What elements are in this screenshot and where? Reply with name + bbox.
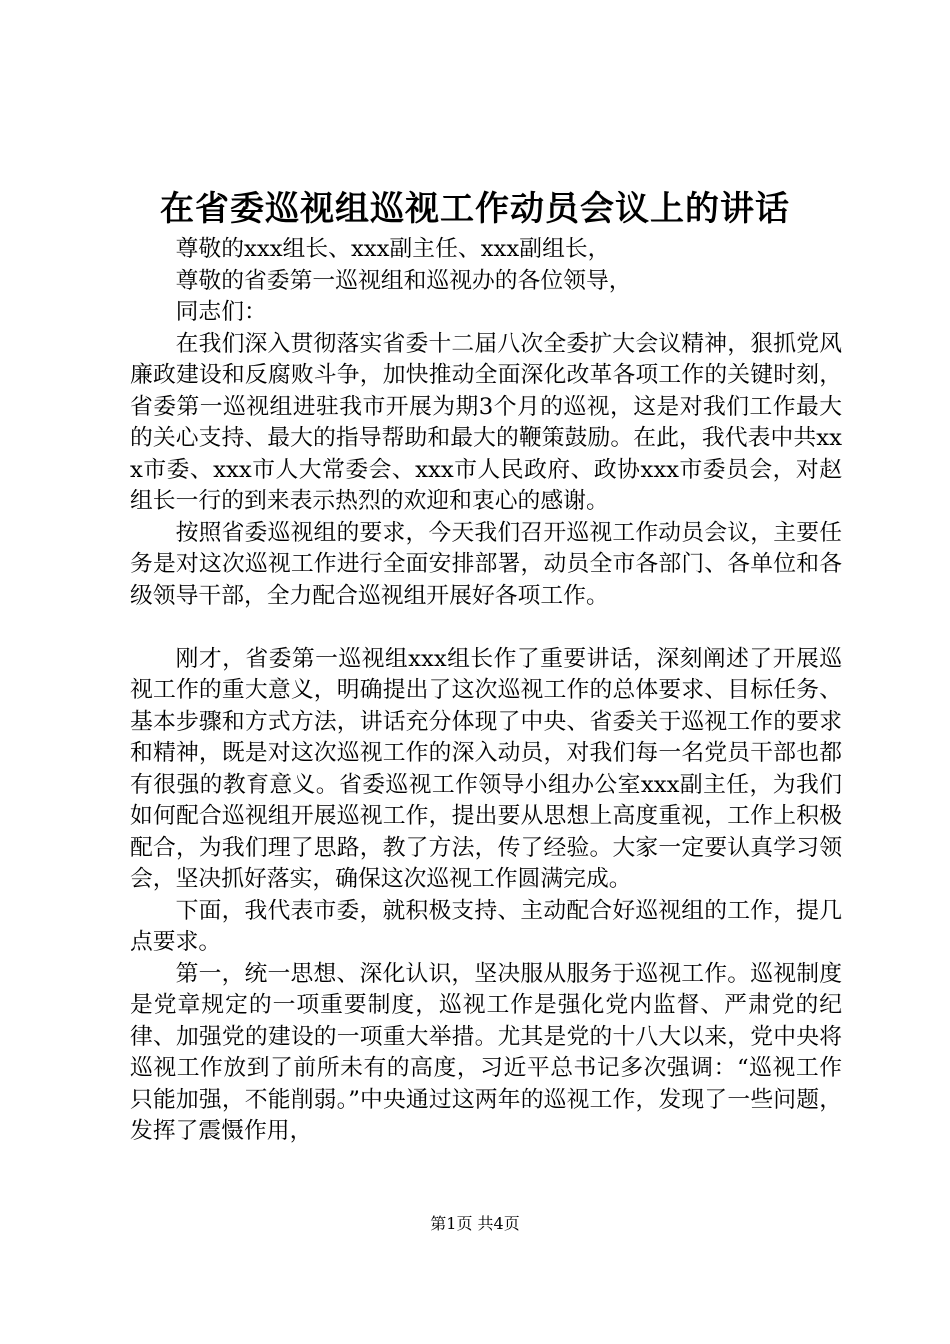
salutation-line-3: 同志们： xyxy=(175,299,267,325)
body-paragraph: 下面，我代表市委，就积极支持、主动配合好巡视组的工作，提几点要求。 xyxy=(130,897,842,955)
page-number: 第1页 共4页 xyxy=(430,1214,520,1233)
document-title: 在省委巡视组巡视工作动员会议上的讲话 xyxy=(160,189,790,229)
body-paragraph: 按照省委巡视组的要求，今天我们召开巡视工作动员会议，主要任务是对这次巡视工作进行全面安排部署，动员全市各部门、各单位和各级领导干部，全力配合巡视组开展好各项工作。 xyxy=(130,519,842,609)
paragraph-spacer xyxy=(130,612,842,644)
salutation-line-2: 尊敬的省委第一巡视组和巡视办的各位领导， xyxy=(175,267,632,294)
salutation-line-1: 尊敬的xxx组长、xxx副主任、xxx副组长， xyxy=(175,236,611,262)
body-paragraph: 刚才，省委第一巡视组xxx组长作了重要讲话，深刻阐述了开展巡视工作的重大意义，明确提出了这次巡视工作的总体要求、目标任务、基本步骤和方式方法，讲话充分体现了中央、省委关于巡视工作的要求和精神，既是对这次巡视工作的深入动员，对我们每一名党员干部也都有很强的教育意义。省委巡视工作领导小组办公室xxx副主任，为我们如何配合巡视组开展巡视工作，提出要从思想上高度重视，工作上积极配合，为我们理了思路，教了方法，传了经验。大家一定要认真学习领会，坚决抓好落实，确保这次巡视工作圆满完成。 xyxy=(130,645,842,892)
document-body xyxy=(130,234,842,1148)
body-paragraph: 在我们深入贯彻落实省委十二届八次全委扩大会议精神，狠抓党风廉政建设和反腐败斗争，加快推动全面深化改革各项工作的关键时刻，省委第一巡视组进驻我市开展为期3个月的巡视，这是对我们工作最大的关心支持、最大的指导帮助和最大的鞭策鼓励。在此，我代表中共xxx市委、xxx市人大常委会、xxx市人民政府、政协xxx市委员会，对赵组长一行的到来表示热烈的欢迎和衷心的感谢。 xyxy=(130,330,842,514)
body-paragraph: 第一，统一思想、深化认识，坚决服从服务于巡视工作。巡视制度是党章规定的一项重要制度，巡视工作是强化党内监督、严肃党的纪律、加强党的建设的一项重大举措。尤其是党的十八大以来，党中央将巡视工作放到了前所未有的高度，习近平总书记多次强调：“巡视工作只能加强，不能削弱。”中央通过这两年的巡视工作，发现了一些问题，发挥了震慑作用， xyxy=(130,960,842,1144)
